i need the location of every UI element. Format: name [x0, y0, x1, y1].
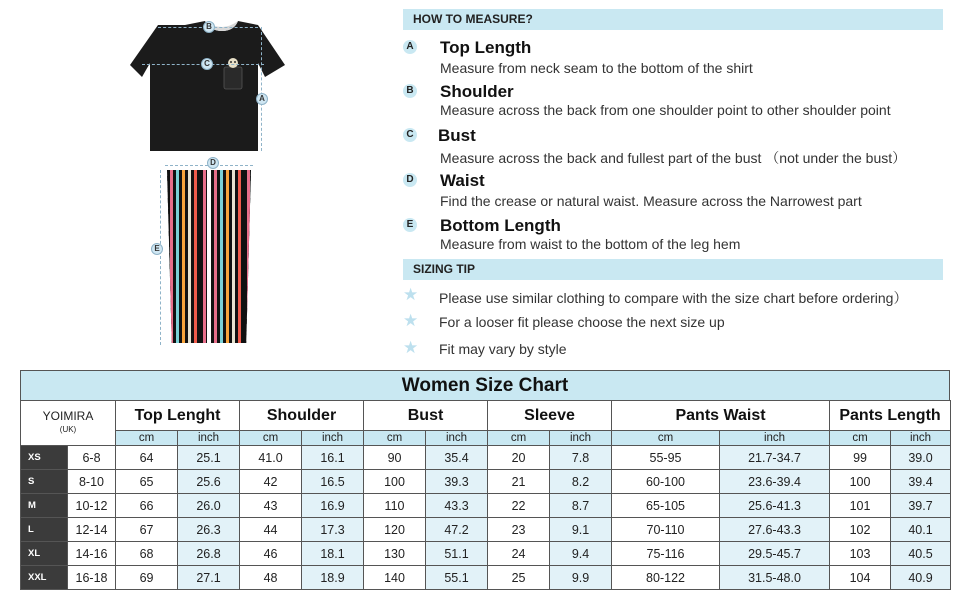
size-code: M: [21, 494, 68, 518]
value-cm: 75-116: [612, 542, 720, 566]
value-cm: 44: [240, 518, 302, 542]
value-inch: 18.9: [302, 566, 364, 590]
letter-badge: A: [403, 40, 417, 54]
value-cm: 130: [364, 542, 426, 566]
measure-title: Shoulder: [440, 82, 514, 101]
tip-text: Fit may vary by style: [439, 341, 567, 357]
value-cm: 110: [364, 494, 426, 518]
size-age: 8-10: [68, 470, 116, 494]
value-cm: 65: [116, 470, 178, 494]
top-length-measure-line: [261, 27, 262, 151]
value-inch: 40.5: [891, 542, 951, 566]
value-inch: 47.2: [426, 518, 488, 542]
measure-title: Top Length: [440, 38, 532, 57]
value-inch: 26.3: [178, 518, 240, 542]
value-inch: 25.1: [178, 446, 240, 470]
value-inch: 27.6-43.3: [720, 518, 830, 542]
value-cm: 80-122: [612, 566, 720, 590]
unit-inch: inch: [426, 431, 488, 446]
value-cm: 42: [240, 470, 302, 494]
size-code: XL: [21, 542, 68, 566]
value-cm: 140: [364, 566, 426, 590]
garment-illustration: [130, 15, 300, 350]
value-inch: 7.8: [550, 446, 612, 470]
letter-badge: E: [403, 218, 417, 232]
marker-a: A: [256, 93, 268, 105]
value-inch: 43.3: [426, 494, 488, 518]
value-inch: 39.3: [426, 470, 488, 494]
table-row: [21, 566, 951, 590]
value-inch: 31.5-48.0: [720, 566, 830, 590]
value-cm: 48: [240, 566, 302, 590]
unit-inch: inch: [178, 431, 240, 446]
value-cm: 103: [830, 542, 891, 566]
unit-cm: cm: [488, 431, 550, 446]
unit-cm: cm: [612, 431, 720, 446]
value-inch: 21.7-34.7: [720, 446, 830, 470]
pants-image: [167, 170, 251, 343]
star-icon: ★: [403, 311, 419, 330]
group-sleeve: Sleeve: [488, 401, 612, 431]
measure-title: Bust: [438, 126, 476, 145]
letter-badge: C: [403, 128, 417, 142]
value-cm: 100: [364, 470, 426, 494]
size-age: 10-12: [68, 494, 116, 518]
value-cm: 67: [116, 518, 178, 542]
size-age: 14-16: [68, 542, 116, 566]
tip-item: [403, 339, 963, 359]
group-pants-waist: Pants Waist: [612, 401, 830, 431]
size-age: 6-8: [68, 446, 116, 470]
value-inch: 9.9: [550, 566, 612, 590]
value-inch: 16.1: [302, 446, 364, 470]
size-chart-table: [20, 400, 951, 590]
table-row: [21, 470, 951, 494]
value-inch: 39.4: [891, 470, 951, 494]
how-to-measure-header: HOW TO MEASURE?: [403, 9, 943, 30]
group-shoulder: Shoulder: [240, 401, 364, 431]
table-row: [21, 518, 951, 542]
value-inch: 9.1: [550, 518, 612, 542]
value-cm: 66: [116, 494, 178, 518]
star-icon: ★: [403, 338, 419, 357]
value-inch: 18.1: [302, 542, 364, 566]
measure-title: Bottom Length: [440, 216, 561, 235]
star-icon: ★: [403, 285, 419, 304]
value-cm: 46: [240, 542, 302, 566]
value-cm: 100: [830, 470, 891, 494]
size-code: S: [21, 470, 68, 494]
value-cm: 21: [488, 470, 550, 494]
tip-text: Please use similar clothing to compare with the size chart before ordering）: [439, 290, 908, 306]
unit-cm: cm: [116, 431, 178, 446]
unit-inch: inch: [720, 431, 830, 446]
value-cm: 65-105: [612, 494, 720, 518]
value-inch: 26.0: [178, 494, 240, 518]
size-code: L: [21, 518, 68, 542]
size-age: 12-14: [68, 518, 116, 542]
table-row: [21, 542, 951, 566]
size-chart: [20, 370, 950, 590]
unit-cm: cm: [364, 431, 426, 446]
group-top-length: Top Lenght: [116, 401, 240, 431]
value-inch: 25.6-41.3: [720, 494, 830, 518]
size-code: XS: [21, 446, 68, 470]
brand-cell: [21, 401, 116, 446]
table-row: [21, 494, 951, 518]
marker-e: E: [151, 243, 163, 255]
value-cm: 22: [488, 494, 550, 518]
pants-left-leg: [167, 170, 207, 343]
sizing-tip-header: SIZING TIP: [403, 259, 943, 280]
letter-badge: B: [403, 84, 417, 98]
value-cm: 70-110: [612, 518, 720, 542]
measure-title: Waist: [440, 171, 485, 190]
brand-name: YOIMIRA: [42, 409, 94, 423]
letter-badge: D: [403, 173, 417, 187]
value-cm: 90: [364, 446, 426, 470]
value-cm: 101: [830, 494, 891, 518]
unit-inch: inch: [302, 431, 364, 446]
value-cm: 68: [116, 542, 178, 566]
value-cm: 24: [488, 542, 550, 566]
value-cm: 60-100: [612, 470, 720, 494]
size-chart-body: [21, 446, 951, 590]
value-cm: 43: [240, 494, 302, 518]
measure-desc: Measure across the back and fullest part of the bust （not under the bust）: [440, 150, 907, 166]
tip-text: For a looser fit please choose the next size up: [439, 314, 725, 330]
tip-item: [403, 286, 963, 306]
measure-desc: Measure from waist to the bottom of the leg hem: [440, 236, 741, 252]
group-bust: Bust: [364, 401, 488, 431]
value-inch: 55.1: [426, 566, 488, 590]
value-inch: 39.7: [891, 494, 951, 518]
unit-cm: cm: [240, 431, 302, 446]
value-cm: 64: [116, 446, 178, 470]
value-cm: 102: [830, 518, 891, 542]
value-cm: 99: [830, 446, 891, 470]
marker-c: C: [201, 58, 213, 70]
bottom-length-measure-line: [160, 170, 161, 345]
value-inch: 51.1: [426, 542, 488, 566]
tshirt-image: [130, 15, 300, 165]
brand-sub: (UK): [59, 425, 77, 434]
measure-desc: Measure from neck seam to the bottom of the shirt: [440, 60, 753, 76]
value-inch: 25.6: [178, 470, 240, 494]
measure-desc: Find the crease or natural waist. Measure across the Narrowest part: [440, 193, 862, 209]
value-inch: 40.9: [891, 566, 951, 590]
value-inch: 9.4: [550, 542, 612, 566]
value-cm: 23: [488, 518, 550, 542]
size-age: 16-18: [68, 566, 116, 590]
value-inch: 8.2: [550, 470, 612, 494]
value-inch: 16.9: [302, 494, 364, 518]
value-cm: 20: [488, 446, 550, 470]
value-inch: 40.1: [891, 518, 951, 542]
value-inch: 23.6-39.4: [720, 470, 830, 494]
value-inch: 8.7: [550, 494, 612, 518]
value-cm: 69: [116, 566, 178, 590]
value-cm: 120: [364, 518, 426, 542]
unit-inch: inch: [891, 431, 951, 446]
size-code: XXL: [21, 566, 68, 590]
value-cm: 41.0: [240, 446, 302, 470]
value-inch: 35.4: [426, 446, 488, 470]
value-inch: 27.1: [178, 566, 240, 590]
marker-d: D: [207, 157, 219, 169]
value-cm: 104: [830, 566, 891, 590]
marker-b: B: [203, 21, 215, 33]
unit-inch: inch: [550, 431, 612, 446]
value-cm: 25: [488, 566, 550, 590]
pants-right-leg: [211, 170, 251, 343]
tip-item: [403, 312, 963, 332]
value-cm: 55-95: [612, 446, 720, 470]
value-inch: 17.3: [302, 518, 364, 542]
table-row: [21, 446, 951, 470]
unit-header-row: [21, 431, 951, 446]
measure-desc: Measure across the back from one shoulder point to other shoulder point: [440, 102, 891, 118]
group-header-row: [21, 401, 951, 431]
value-inch: 26.8: [178, 542, 240, 566]
value-inch: 16.5: [302, 470, 364, 494]
size-chart-title: Women Size Chart: [20, 370, 950, 400]
value-inch: 29.5-45.7: [720, 542, 830, 566]
value-inch: 39.0: [891, 446, 951, 470]
group-pants-length: Pants Length: [830, 401, 951, 431]
unit-cm: cm: [830, 431, 891, 446]
